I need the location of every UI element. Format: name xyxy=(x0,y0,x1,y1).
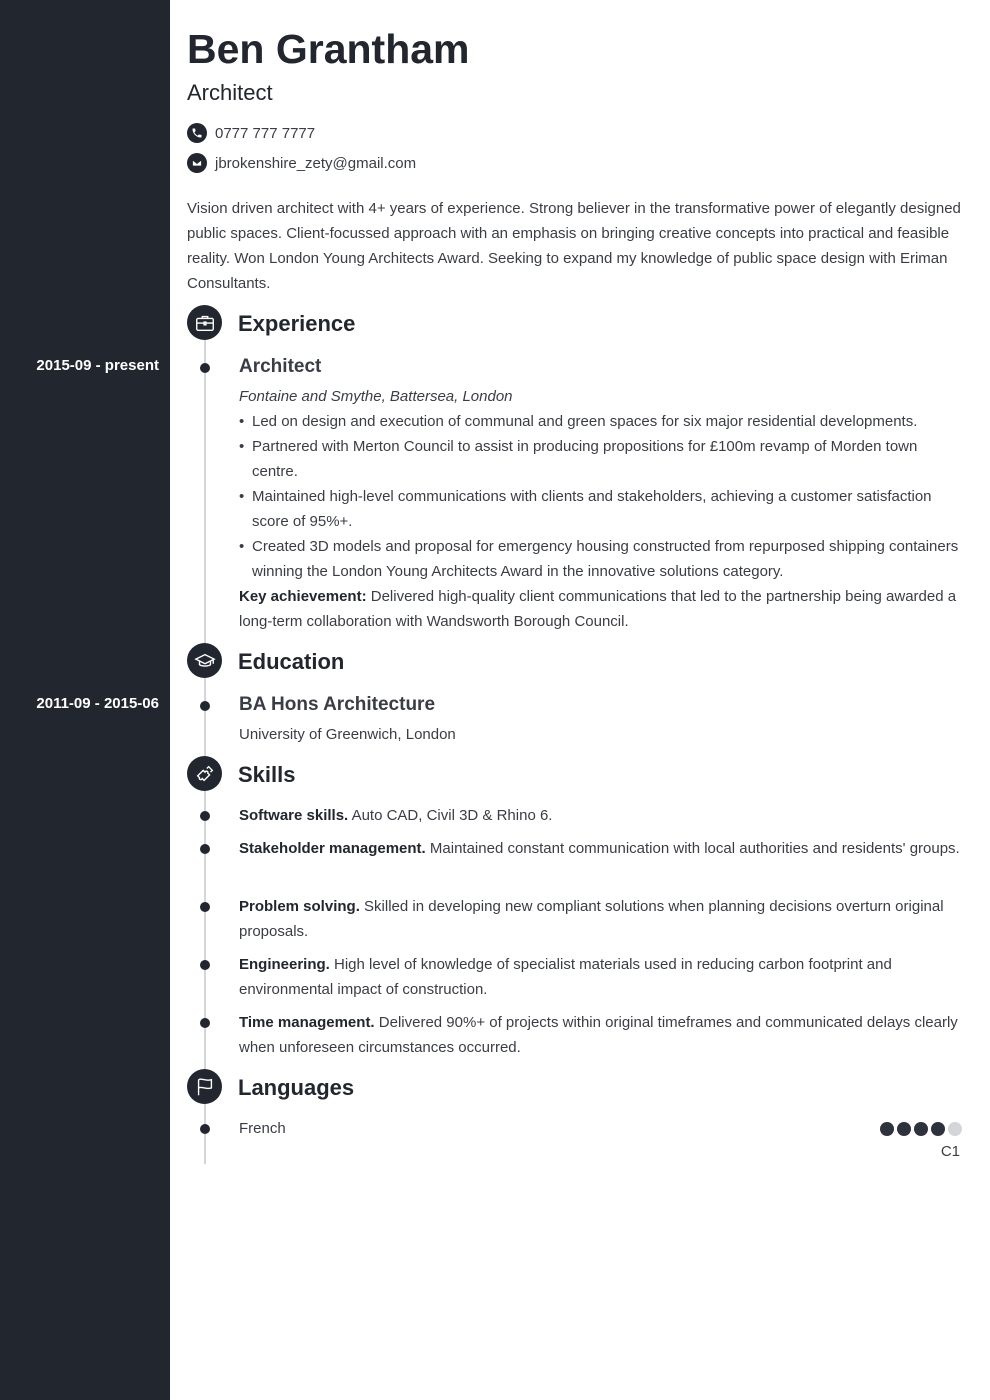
rating-dot-filled xyxy=(931,1122,945,1136)
skill-desc: High level of knowledge of specialist materials used in reducing carbon footprint and environmental impact of construction. xyxy=(239,956,892,998)
employer: Fontaine and Smythe, Battersea, London xyxy=(239,388,513,405)
list-item xyxy=(239,836,962,861)
skill-name: Stakeholder management. xyxy=(239,840,426,857)
profile-summary: Vision driven architect with 4+ years of experience. Strong believer in the transformative power of elegantly designed public spaces. Client-focussed approach with an emphasis on bringing creative concepts into practical and feasible reality. Won London Young Architects Award. Seeking to expand my knowledge of public space design with Eriman Consultants. xyxy=(187,200,961,292)
language-name: French xyxy=(239,1120,286,1137)
phone-contact[interactable] xyxy=(187,123,315,143)
rating-dot-filled xyxy=(914,1122,928,1136)
language-rating xyxy=(880,1122,962,1136)
experience-heading: Experience xyxy=(238,311,356,336)
education-entry xyxy=(239,693,962,747)
skill-name: Software skills. xyxy=(239,807,349,824)
list-item: • Partnered with Merton Council to assist in producing propositions for £100m revamp of Morden town centre. xyxy=(239,434,962,484)
skill-dot xyxy=(200,960,210,970)
skill-desc: Delivered 90%+ of projects within original timeframes and communicated delays clearly when unforeseen circumstances occurred. xyxy=(239,1014,958,1056)
puzzle-piece-icon xyxy=(187,756,222,791)
key-achievement xyxy=(239,584,962,634)
key-achievement-text: Delivered high-quality client communications that led to the partnership being awarded a long-term collaboration with Wandsworth Borough Council. xyxy=(239,588,957,630)
rating-dot-filled xyxy=(880,1122,894,1136)
skill-dot xyxy=(200,844,210,854)
experience-date: 2015-09 - present xyxy=(36,357,159,374)
phone-icon xyxy=(187,123,207,143)
languages-heading: Languages xyxy=(238,1075,355,1100)
language-level: C1 xyxy=(940,1143,960,1160)
skill-name: Problem solving. xyxy=(239,898,360,915)
list-item: • Led on design and execution of communal and green spaces for six major residential developments. xyxy=(239,409,962,434)
skill-desc: Maintained constant communication with local authorities and residents' groups. xyxy=(429,840,960,857)
skills-heading: Skills xyxy=(238,762,296,787)
flag-icon xyxy=(187,1069,222,1104)
education-date: 2011-09 - 2015-06 xyxy=(36,695,159,712)
education-dot xyxy=(200,701,210,711)
briefcase-icon xyxy=(187,305,222,340)
graduation-cap-icon xyxy=(187,643,222,678)
list-item: • Created 3D models and proposal for emergency housing constructed from repurposed shipping containers winning the London Young Architects Award in the innovative solutions category. xyxy=(239,534,962,584)
key-achievement-label: Key achievement: xyxy=(239,588,367,605)
list-item xyxy=(239,952,962,1002)
candidate-name: Ben Grantham xyxy=(187,26,470,72)
skill-name: Time management. xyxy=(239,1014,375,1031)
skill-dot xyxy=(200,902,210,912)
experience-entry xyxy=(239,355,962,634)
skill-desc: Skilled in developing new compliant solutions when planning decisions overturn original proposals. xyxy=(239,898,944,940)
list-item xyxy=(239,803,962,828)
timeline-line xyxy=(204,322,206,1164)
list-item xyxy=(239,894,962,944)
job-title: Architect xyxy=(239,356,322,377)
email-icon xyxy=(187,153,207,173)
skill-dot xyxy=(200,1018,210,1028)
experience-dot xyxy=(200,363,210,373)
responsibility-list xyxy=(239,409,962,584)
rating-dot-empty xyxy=(948,1122,962,1136)
email-contact[interactable] xyxy=(187,153,416,173)
skill-dot xyxy=(200,811,210,821)
school-name: University of Greenwich, London xyxy=(239,726,456,743)
education-heading: Education xyxy=(238,649,345,674)
rating-dot-filled xyxy=(897,1122,911,1136)
language-dot xyxy=(200,1124,210,1134)
list-item: • Maintained high-level communications with clients and stakeholders, achieving a customer satisfaction score of 95%+. xyxy=(239,484,962,534)
degree-title: BA Hons Architecture xyxy=(239,694,436,715)
list-item xyxy=(239,1010,962,1060)
skill-name: Engineering. xyxy=(239,956,330,973)
candidate-role: Architect xyxy=(187,80,273,105)
phone-number: 0777 777 7777 xyxy=(215,124,316,142)
skill-desc: Auto CAD, Civil 3D & Rhino 6. xyxy=(351,807,553,824)
email-address: jbrokenshire_zety@gmail.com xyxy=(215,154,417,172)
